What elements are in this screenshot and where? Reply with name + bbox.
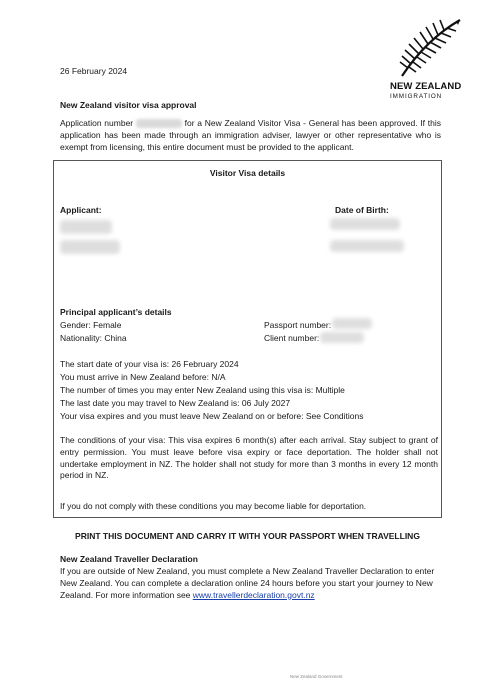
traveller-declaration-link[interactable]: www.travellerdeclaration.govt.nz (192, 589, 315, 600)
footer-govt-mark: New Zealand Government (290, 674, 343, 679)
applicant-name-redacted-2 (60, 240, 120, 254)
applicant-name-redacted (60, 220, 112, 234)
approval-title: New Zealand visitor visa approval (60, 100, 197, 110)
client-number-redacted (320, 332, 364, 343)
details-heading: Visitor Visa details (209, 168, 286, 178)
passport-number-redacted (332, 318, 372, 329)
visa-line-expiry: Your visa expires and you must leave New Zealand on or before: See Conditions (60, 411, 364, 421)
visa-conditions: The conditions of your visa: This visa expires 6 month(s) after each arrival. Stay subject to grant of entry permission. You must leave before visa expiry or face deportation. The holder shall not undertake employment in NZ. The holder shall not study for more than 3 months in every 12 month period in NZ. (60, 435, 438, 481)
gender: Gender: Female (60, 320, 122, 330)
approval-prefix: Application number (60, 118, 134, 128)
letter-date: 26 February 2024 (60, 66, 128, 76)
logo-wordmark: NEW ZEALAND (390, 81, 462, 92)
silver-fern-icon (394, 18, 464, 78)
application-number-redacted (136, 119, 182, 128)
applicant-label: Applicant: (60, 205, 102, 215)
dob-redacted (330, 218, 400, 230)
passport-label: Passport number: (264, 320, 332, 330)
client-label: Client number: (264, 333, 320, 343)
visa-line-last-travel: The last date you may travel to New Zealand is: 06 July 2027 (60, 398, 291, 408)
declaration-text: If you are outside of New Zealand, you must complete a New Zealand Traveller Declaration to enter New Zealand. You can complete a declaration online 24 hours before you start your journey to New Zealand. For more information see (60, 566, 435, 600)
declaration-paragraph (60, 566, 438, 601)
print-notice: PRINT THIS DOCUMENT AND CARRY IT WITH YOUR PASSPORT WHEN TRAVELLING (75, 531, 420, 541)
nationality: Nationality: China (60, 333, 127, 343)
logo-subtitle: IMMIGRATION (390, 93, 443, 100)
deportation-warning: If you do not comply with these conditions you may become liable for deportation. (60, 501, 367, 511)
visa-line-start: The start date of your visa is: 26 February 2024 (60, 359, 239, 369)
visa-line-entries: The number of times you may enter New Zealand using this visa is: Multiple (60, 385, 345, 395)
dob-redacted-2 (330, 240, 404, 252)
dob-label: Date of Birth: (335, 205, 389, 215)
principal-heading: Principal applicant’s details (60, 307, 172, 317)
nz-immigration-logo (388, 18, 468, 108)
approval-rest: for a New Zealand Visitor Visa - General has been approved. If this application has been made through an immigration adviser, lawyer or other representative who is exempt from licensing, this entire document must be provided to the applicant. (60, 118, 441, 152)
visa-line-arrive: You must arrive in New Zealand before: N/A (60, 372, 226, 382)
approval-paragraph (60, 118, 441, 153)
declaration-title: New Zealand Traveller Declaration (60, 554, 198, 564)
